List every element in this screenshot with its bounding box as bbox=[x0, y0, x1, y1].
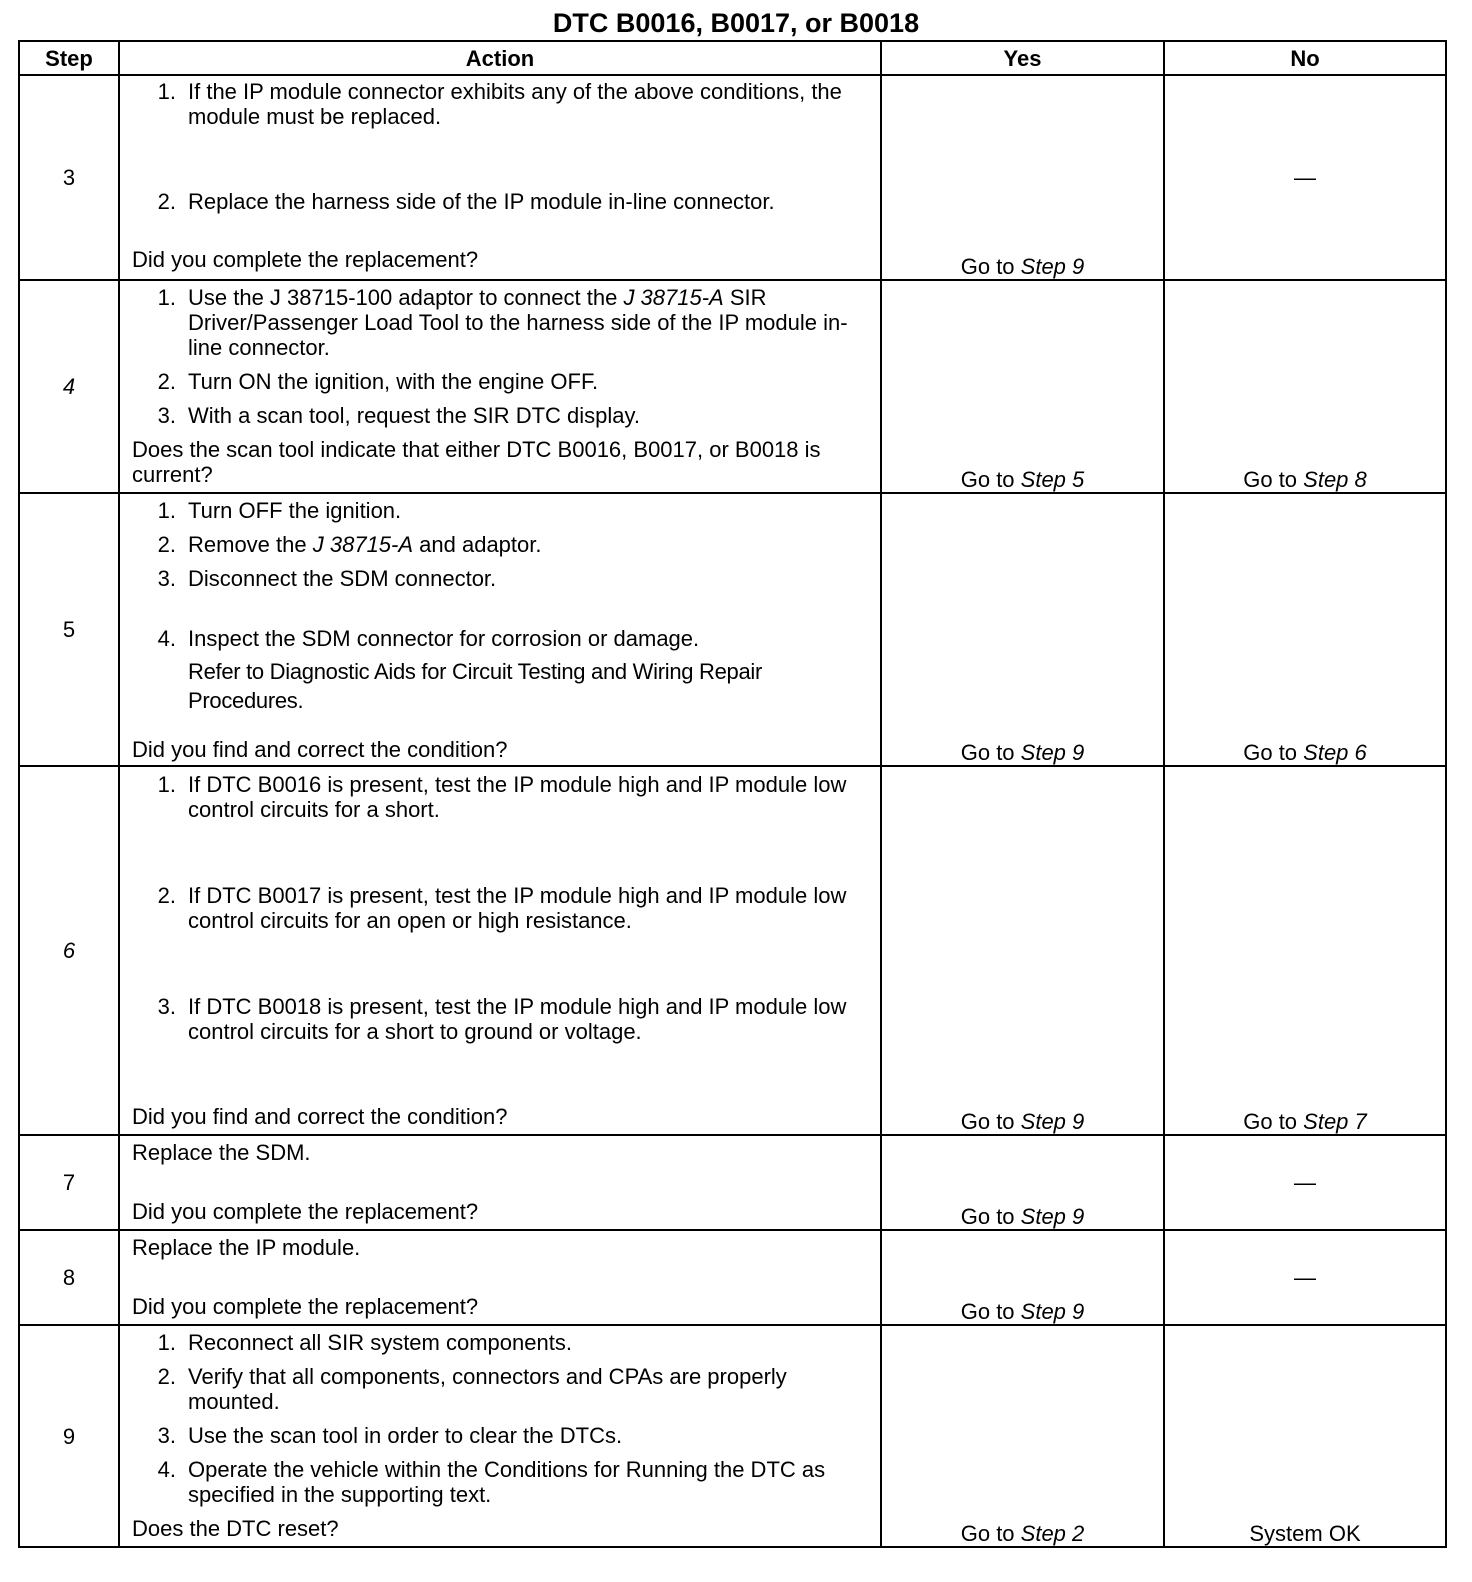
no-cell: Go to Step 6 bbox=[1164, 493, 1446, 766]
step-link: Step 9 bbox=[1020, 1109, 1085, 1134]
table-row bbox=[19, 280, 1446, 493]
action-cell bbox=[119, 1135, 881, 1230]
no-cell: System OK bbox=[1164, 1325, 1446, 1547]
question-text: Did you find and correct the condition? bbox=[132, 737, 508, 762]
header-action: Action bbox=[119, 41, 881, 75]
step-number: 5 bbox=[19, 493, 119, 766]
step-link: Step 9 bbox=[1020, 254, 1085, 279]
header-row bbox=[19, 41, 1446, 75]
list-item: 4. Inspect the SDM connector for corrosion or damage. Refer to Diagnostic Aids for Circuit Testing and Wiring Repair Procedures. bbox=[132, 626, 870, 715]
question-text: Did you complete the replacement? bbox=[132, 1199, 479, 1224]
question-text: Does the DTC reset? bbox=[132, 1516, 339, 1541]
diagnostic-table bbox=[18, 40, 1447, 1548]
yes-cell: Go to Step 9 bbox=[881, 1230, 1164, 1325]
action-cell bbox=[119, 766, 881, 1135]
action-cell bbox=[119, 75, 881, 280]
list-item: 1. If DTC B0016 is present, test the IP module high and IP module low control circuits for a short. bbox=[157, 772, 847, 822]
step-number: 7 bbox=[19, 1135, 119, 1230]
action-cell bbox=[119, 1230, 881, 1325]
question-text: Did you find and correct the condition? bbox=[132, 1104, 508, 1129]
yes-cell: Go to Step 9 bbox=[881, 1135, 1164, 1230]
table-row bbox=[19, 766, 1446, 1135]
step-number: 4 bbox=[19, 280, 119, 493]
no-cell: — bbox=[1164, 1135, 1446, 1230]
list-item: 3. Use the scan tool in order to clear the DTCs. bbox=[157, 1423, 623, 1448]
step-number: 9 bbox=[19, 1325, 119, 1547]
list-item: 1. Use the J 38715-100 adaptor to connect the J 38715-A SIR Driver/Passenger Load Tool to the harness side of the IP module in-line connector. bbox=[157, 285, 848, 360]
list-item: 1. Turn OFF the ignition. bbox=[157, 498, 402, 523]
page-title: DTC B0016, B0017, or B0018 bbox=[552, 8, 920, 38]
question-text: Did you complete the replacement? bbox=[132, 247, 479, 272]
no-cell: Go to Step 8 bbox=[1164, 280, 1446, 493]
list-item: 2. Remove the J 38715-A and adaptor. bbox=[157, 532, 542, 557]
list-item: 2. If DTC B0017 is present, test the IP module high and IP module low control circuits for an open or high resistance. bbox=[157, 883, 847, 933]
header-yes: Yes bbox=[881, 41, 1164, 75]
yes-cell: Go to Step 2 bbox=[881, 1325, 1164, 1547]
step-link: Step 6 bbox=[1303, 740, 1367, 765]
list-item: 2. Turn ON the ignition, with the engine OFF. bbox=[157, 369, 599, 394]
list-item: 1. If the IP module connector exhibits any of the above conditions, the module must be replaced. bbox=[157, 79, 842, 129]
table-row bbox=[19, 75, 1446, 280]
action-cell bbox=[119, 280, 881, 493]
question-text: Did you complete the replacement? bbox=[132, 1294, 479, 1319]
list-item: 4. Operate the vehicle within the Conditions for Running the DTC as specified in the supporting text. bbox=[157, 1457, 826, 1507]
header-no: No bbox=[1164, 41, 1446, 75]
yes-cell: Go to Step 9 bbox=[881, 493, 1164, 766]
yes-cell: Go to Step 9 bbox=[881, 75, 1164, 280]
no-cell: — bbox=[1164, 1230, 1446, 1325]
list-item: 2. Verify that all components, connectors and CPAs are properly mounted. bbox=[157, 1364, 787, 1414]
step-number: 6 bbox=[19, 766, 119, 1135]
list-item: 3. With a scan tool, request the SIR DTC display. bbox=[157, 403, 640, 428]
step-link: Step 9 bbox=[1020, 740, 1085, 765]
table-row bbox=[19, 1135, 1446, 1230]
action-cell bbox=[119, 493, 881, 766]
action-text: Replace the SDM. bbox=[132, 1140, 311, 1165]
list-item: 3. If DTC B0018 is present, test the IP module high and IP module low control circuits for a short to ground or voltage. bbox=[157, 994, 847, 1044]
yes-cell: Go to Step 9 bbox=[881, 766, 1164, 1135]
action-text: Replace the IP module. bbox=[132, 1235, 361, 1260]
action-cell bbox=[119, 1325, 881, 1547]
step-link: Step 9 bbox=[1020, 1299, 1085, 1324]
table-row bbox=[19, 1325, 1446, 1547]
step-number: 8 bbox=[19, 1230, 119, 1325]
step-link: Step 8 bbox=[1303, 467, 1367, 492]
step-link: Step 7 bbox=[1303, 1109, 1367, 1134]
step-link: Step 9 bbox=[1020, 1204, 1085, 1229]
yes-cell: Go to Step 5 bbox=[881, 280, 1164, 493]
list-item: 1. Reconnect all SIR system components. bbox=[157, 1330, 572, 1355]
question-text: Does the scan tool indicate that either DTC B0016, B0017, or B0018 is current? bbox=[132, 437, 821, 487]
list-item: 3. Disconnect the SDM connector. bbox=[157, 566, 497, 591]
header-step: Step bbox=[19, 41, 119, 75]
step-link: Step 2 bbox=[1020, 1521, 1085, 1546]
no-cell: Go to Step 7 bbox=[1164, 766, 1446, 1135]
no-cell: — bbox=[1164, 75, 1446, 280]
table-row bbox=[19, 493, 1446, 766]
table-row bbox=[19, 1230, 1446, 1325]
reference-note: Refer to Diagnostic Aids for Circuit Testing and Wiring Repair Procedures. bbox=[188, 659, 763, 713]
step-number: 3 bbox=[19, 75, 119, 280]
step-link: Step 5 bbox=[1020, 467, 1085, 492]
list-item: 2. Replace the harness side of the IP module in-line connector. bbox=[157, 189, 775, 214]
